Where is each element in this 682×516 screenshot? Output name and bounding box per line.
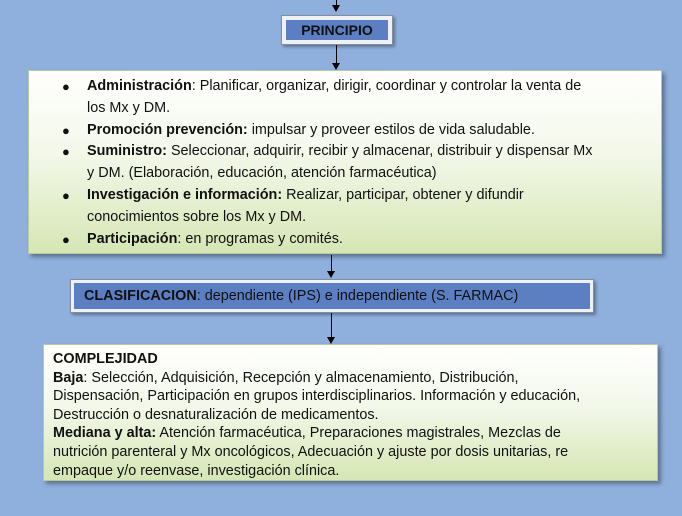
baja-line-1: : Selección, Adquisición, Recepción y almacenamiento, Distribución, <box>83 369 519 386</box>
bullet-icon: ● <box>62 187 70 203</box>
arrow-principio-line <box>336 44 337 64</box>
clasificacion-text: : dependiente (IPS) e independiente (S. FARMAC) <box>196 288 519 304</box>
funcion-text: Seleccionar, adquirir, recibir y almacenar, distribuir y dispensar Mx <box>170 143 593 160</box>
bullet-icon: ● <box>62 79 70 94</box>
arrow-top-head <box>332 5 340 12</box>
bullet-icon: ● <box>62 122 70 138</box>
bullet-icon: ● <box>62 144 70 160</box>
arrow-funciones-head <box>327 271 335 278</box>
funcion-title: Investigación e información: <box>87 186 283 203</box>
funcion-title: Administración <box>87 78 192 94</box>
complejidad-heading: COMPLEJIDAD <box>53 351 158 367</box>
funcion-separator: : <box>177 230 186 247</box>
funciones-list <box>29 76 651 250</box>
arrow-principio-head <box>332 63 340 70</box>
mediana-title: Mediana y alta: <box>53 425 157 442</box>
bullet-icon: ● <box>62 231 70 247</box>
arrow-funciones-line <box>331 255 332 272</box>
funcion-item <box>29 141 651 185</box>
funcion-item <box>29 76 651 120</box>
funcion-text: conocimientos sobre los Mx y DM. <box>87 208 307 225</box>
baja-line-3: Destrucción o desnaturalización de medicamentos. <box>53 406 379 423</box>
mediana-line-2: nutrición parenteral y Mx oncológicos, Adecuación y ajuste por dosis unitarias, re <box>53 443 569 460</box>
clasificacion-title: CLASIFICACION <box>84 288 197 304</box>
funcion-item <box>29 185 651 229</box>
clasificacion-content <box>74 283 590 309</box>
funcion-text: en programas y comités. <box>185 230 343 247</box>
mediana-line-3: empaque y/o reenvase, investigación clínica. <box>53 462 340 479</box>
funcion-title: Promoción prevención: <box>87 121 248 138</box>
principio-box <box>281 15 393 45</box>
funcion-title: Suministro: <box>87 143 167 160</box>
funcion-item <box>29 120 651 142</box>
baja-section <box>53 369 649 425</box>
funcion-text: los Mx y DM. <box>87 99 171 116</box>
funcion-text: y DM. (Elaboración, educación, atención farmacéutica) <box>87 165 437 182</box>
funcion-separator: : <box>191 78 200 94</box>
mediana-line-1: Atención farmacéutica, Preparaciones magistrales, Mezclas de <box>156 425 561 442</box>
complejidad-content <box>53 350 649 480</box>
funciones-box <box>28 70 662 254</box>
funcion-text: impulsar y proveer estilos de vida saludable. <box>251 121 535 138</box>
principio-label: PRINCIPIO <box>286 20 388 40</box>
clasificacion-box <box>70 279 594 313</box>
arrow-clasificacion-head <box>327 337 335 344</box>
funcion-title: Participación <box>87 230 178 247</box>
funcion-item <box>29 229 651 251</box>
baja-title: Baja <box>53 369 84 386</box>
baja-line-2: Dispensación, Participación en grupos interdisciplinarios. Información y educación, <box>53 388 581 405</box>
complejidad-box <box>43 344 658 481</box>
mediana-section <box>53 424 649 480</box>
arrow-clasificacion-line <box>331 312 332 338</box>
funcion-text: Planificar, organizar, dirigir, coordinar y controlar la venta de <box>199 78 582 94</box>
funcion-text: Realizar, participar, obtener y difundir <box>286 186 524 203</box>
